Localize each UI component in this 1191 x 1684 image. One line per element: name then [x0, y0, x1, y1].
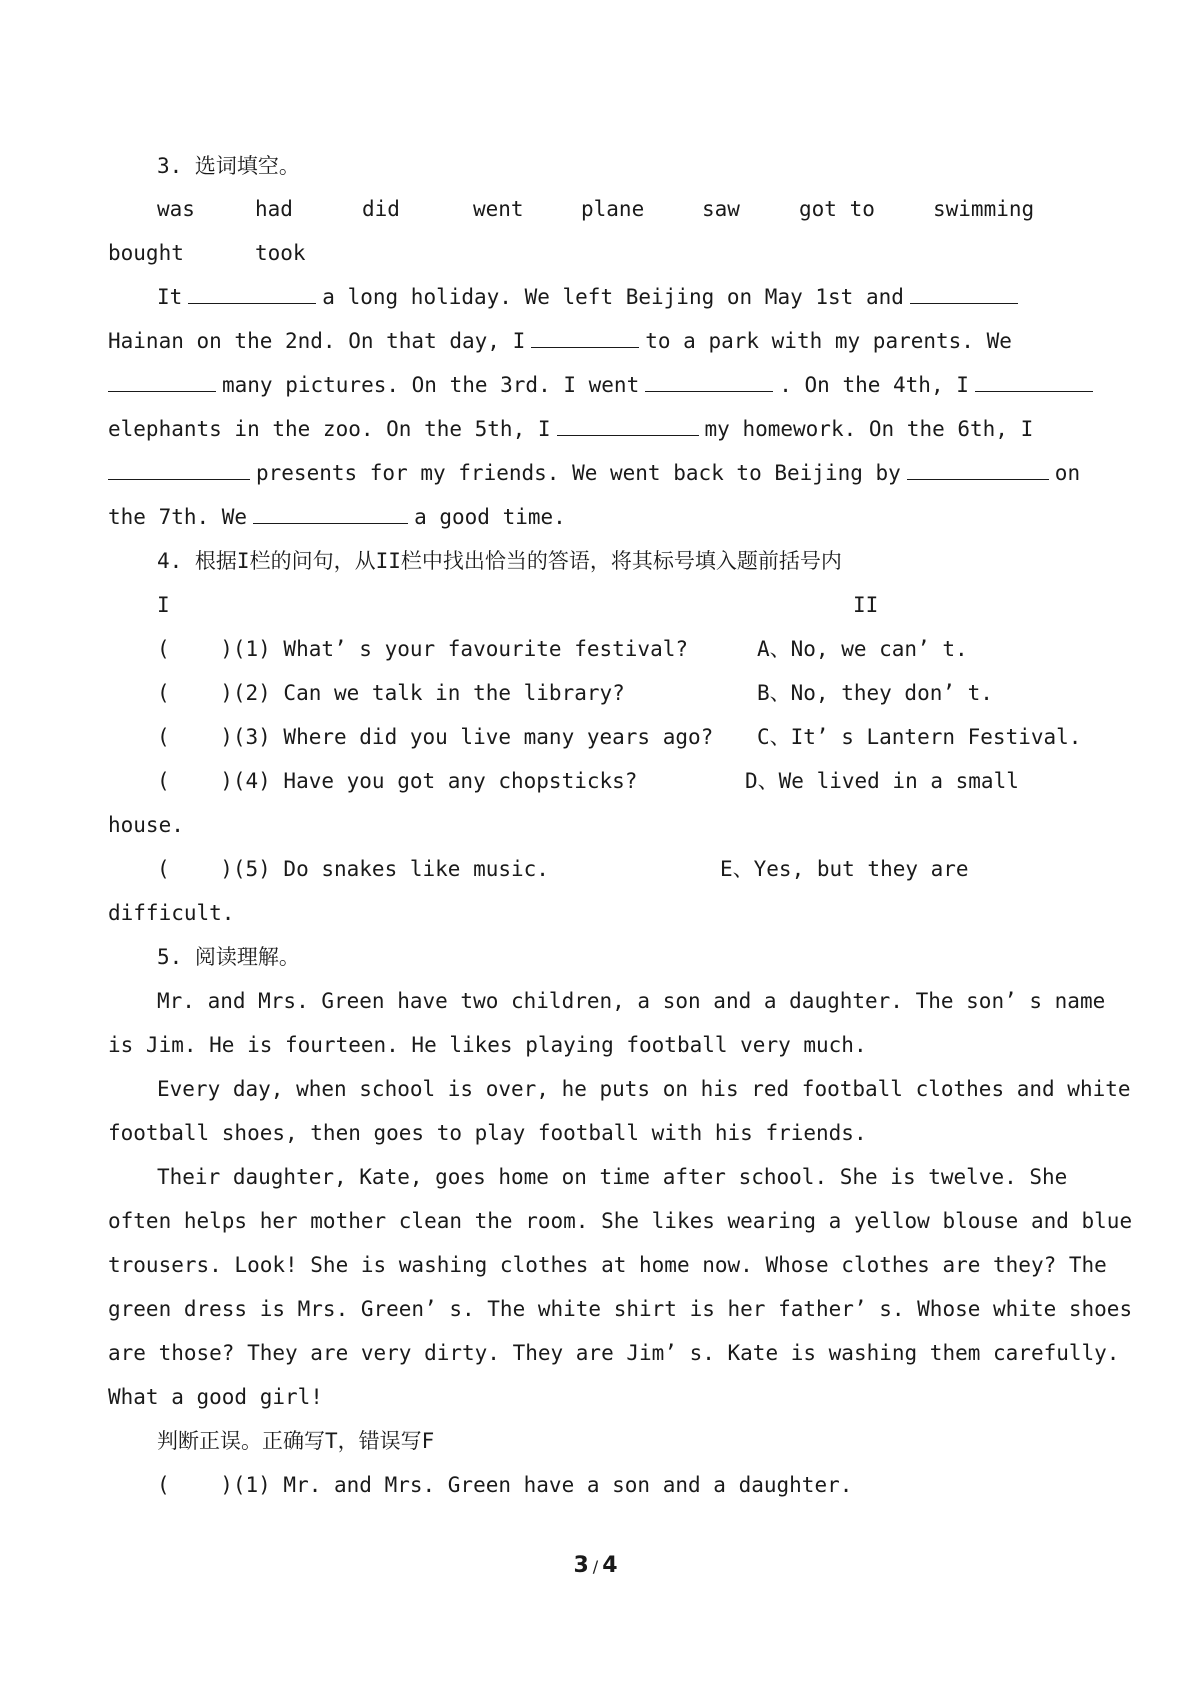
passage-line: often helps her mother clean the room. She likes wearing a yellow blouse and blue: [108, 1209, 1133, 1233]
judge-title: 判断正误。正确写T，错误写F: [157, 1429, 435, 1453]
answer-blank[interactable]: [188, 285, 316, 304]
q5-title: 5. 阅读理解。: [157, 945, 300, 969]
passage-line: green dress is Mrs. Green’ s. The white shirt is her father’ s. Whose white shoes: [108, 1297, 1133, 1321]
answer-blank[interactable]: [975, 373, 1093, 392]
text: Hainan on the 2nd. On that day, I: [108, 329, 526, 353]
passage-line: Their daughter, Kate, goes home on time after school. She is twelve. She: [157, 1165, 1068, 1189]
text: presents for my friends. We went back to Beijing by: [256, 461, 901, 485]
passage-line: [108, 327, 1012, 355]
word-bank-item: was: [157, 197, 195, 221]
word-bank-item: took: [255, 241, 306, 265]
page-number: [0, 1553, 1191, 1578]
passage-line: [108, 371, 1099, 399]
passage-line: trousers. Look! She is washing clothes at home now. Whose clothes are they? The: [108, 1253, 1107, 1277]
column-ii-header: II: [853, 593, 879, 617]
answer-blank[interactable]: [253, 505, 408, 524]
answer-blank[interactable]: [910, 285, 1018, 304]
word-bank-item: had: [255, 197, 293, 221]
text: It: [157, 285, 183, 309]
passage-line: [108, 503, 566, 531]
text: to a park with my parents. We: [645, 329, 1012, 353]
passage-line: Every day, when school is over, he puts on his red football clothes and white: [157, 1077, 1131, 1101]
matching-question[interactable]: ( )(4) Have you got any chopsticks?: [157, 769, 638, 793]
matching-question[interactable]: ( )(2) Can we talk in the library?: [157, 681, 625, 705]
answer-blank[interactable]: [645, 373, 773, 392]
word-bank-item: bought: [108, 241, 184, 265]
passage-line: football shoes, then goes to play football with his friends.: [108, 1121, 867, 1145]
text: my homework. On the 6th, I: [704, 417, 1034, 441]
text: the 7th. We: [108, 505, 248, 529]
answer-blank[interactable]: [108, 461, 250, 480]
word-bank-item: plane: [581, 197, 645, 221]
total-pages: 4: [602, 1553, 618, 1578]
judge-item[interactable]: ( )(1) Mr. and Mrs. Green have a son and a daughter.: [157, 1473, 853, 1497]
matching-answer-continued: difficult.: [108, 901, 235, 925]
word-bank-item: swimming: [933, 197, 1035, 221]
page-separator: /: [592, 1557, 599, 1576]
word-bank-item: did: [362, 197, 400, 221]
text: on: [1054, 461, 1081, 485]
q3-title: 3. 选词填空。: [157, 154, 300, 178]
matching-answer-continued: house.: [108, 813, 184, 837]
matching-answer: C、It’ s Lantern Festival.: [757, 725, 1082, 749]
passage-line: [108, 415, 1033, 443]
matching-answer: B、No, they don’ t.: [757, 681, 993, 705]
text: many pictures. On the 3rd. I went: [222, 373, 640, 397]
matching-answer: E、Yes, but they are: [720, 857, 969, 881]
text: elephants in the zoo. On the 5th, I: [108, 417, 551, 441]
matching-question[interactable]: ( )(1) What’ s your favourite festival?: [157, 637, 689, 661]
current-page: 3: [573, 1553, 589, 1578]
passage-line: Mr. and Mrs. Green have two children, a son and a daughter. The son’ s name: [157, 989, 1106, 1013]
word-bank-item: saw: [702, 197, 740, 221]
matching-answer: D、We lived in a small: [745, 769, 1019, 793]
column-i-header: I: [157, 593, 170, 617]
text: . On the 4th, I: [779, 373, 969, 397]
answer-blank[interactable]: [907, 461, 1049, 480]
passage-line: is Jim. He is fourteen. He likes playing football very much.: [108, 1033, 867, 1057]
answer-blank[interactable]: [108, 373, 216, 392]
answer-blank[interactable]: [531, 329, 639, 348]
text: a good time.: [414, 505, 566, 529]
passage-line: [157, 283, 1024, 311]
passage-line: What a good girl!: [108, 1385, 323, 1409]
answer-blank[interactable]: [557, 417, 699, 436]
word-bank-item: went: [473, 197, 524, 221]
passage-line: [108, 459, 1080, 487]
word-bank-item: got to: [799, 197, 875, 221]
q4-title: 4. 根据I栏的问句，从II栏中找出恰当的答语，将其标号填入题前括号内: [157, 549, 842, 573]
matching-question[interactable]: ( )(3) Where did you live many years ago?: [157, 725, 714, 749]
passage-line: are those? They are very dirty. They are Jim’ s. Kate is washing them carefully.: [108, 1341, 1120, 1365]
text: a long holiday. We left Beijing on May 1st and: [322, 285, 904, 309]
matching-question[interactable]: ( )(5) Do snakes like music.: [157, 857, 549, 881]
matching-answer: A、No, we can’ t.: [757, 637, 968, 661]
